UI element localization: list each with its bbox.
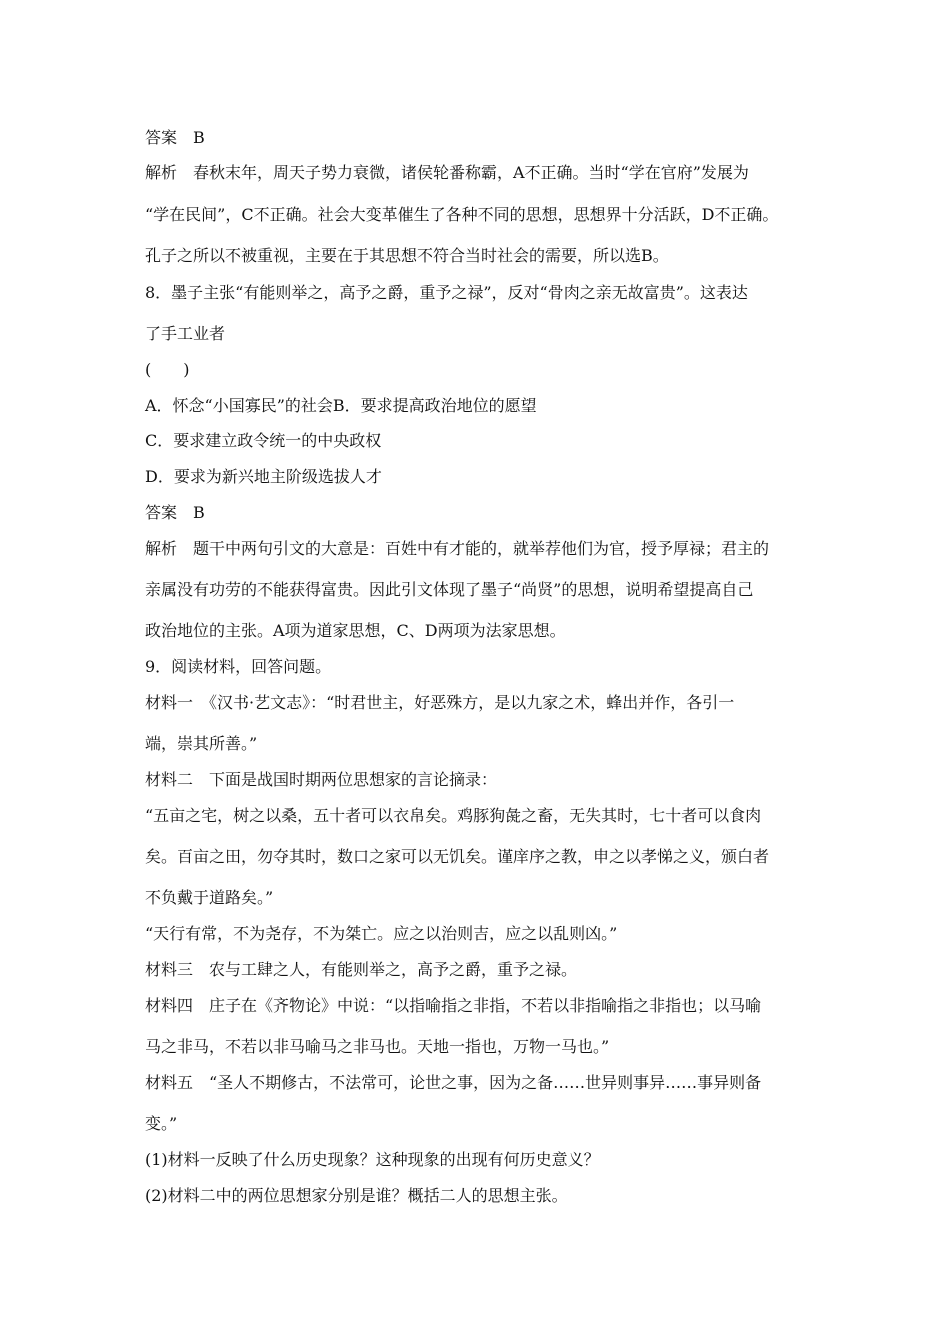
analysis-line-q7-3: 孔子之所以不被重视，主要在于其思想不符合当时社会的需要，所以选B。	[145, 246, 669, 265]
material-4-line-1: 材料四 庄子在《齐物论》中说：“以指喻指之非指，不若以非指喻指之非指也；以马喻	[145, 996, 762, 1015]
analysis-line-q7-2: “学在民间”，C不正确。社会大变革催生了各种不同的思想，思想界十分活跃，D不正确。	[145, 205, 779, 224]
material-5-line-2: 变。”	[145, 1114, 178, 1133]
analysis-line-q8-1: 解析 题干中两句引文的大意是：百姓中有才能的，就举荐他们为官，授予厚禄；君主的	[145, 539, 770, 558]
material-4-line-2: 马之非马，不若以非马喻马之非马也。天地一指也，万物一马也。”	[145, 1037, 610, 1056]
material-3: 材料三 农与工肆之人，有能则举之，高予之爵，重予之禄。	[145, 960, 578, 979]
material-2-intro: 材料二 下面是战国时期两位思想家的言论摘录：	[145, 770, 498, 789]
question-8-stem-2: 了手工业者	[145, 324, 226, 343]
question-9-stem: 9．阅读材料，回答问题。	[145, 657, 332, 676]
material-2-quote-1-line-1: “五亩之宅，树之以桑，五十者可以衣帛矣。鸡豚狗彘之畜，无失其时，七十者可以食肉	[145, 806, 762, 825]
analysis-line-q8-2: 亲属没有功劳的不能获得富贵。因此引文体现了墨子“尚贤”的思想，说明希望提高自己	[145, 580, 754, 599]
material-5-line-1: 材料五 “圣人不期修古，不法常可，论世之事，因为之备……世异则事异……事异则备	[145, 1073, 762, 1092]
material-1-line-1: 材料一 《汉书·艺文志》：“时君世主，好恶殊方，是以九家之术，蜂出并作，各引一	[145, 693, 735, 712]
sub-question-2: (2)材料二中的两位思想家分别是谁？概括二人的思想主张。	[145, 1186, 568, 1205]
question-8-option-a-b: A．怀念“小国寡民”的社会B．要求提高政治地位的愿望	[145, 396, 537, 415]
question-8-blank: ( )	[145, 360, 190, 379]
material-2-quote-2: “天行有常，不为尧存，不为桀亡。应之以治则吉，应之以乱则凶。”	[145, 924, 618, 943]
sub-question-1: (1)材料一反映了什么历史现象？这种现象的出现有何历史意义？	[145, 1150, 600, 1169]
question-8-option-c: C．要求建立政令统一的中央政权	[145, 431, 382, 450]
material-1-line-2: 端，崇其所善。”	[145, 734, 258, 753]
material-2-quote-1-line-2: 矣。百亩之田，勿夺其时，数口之家可以无饥矣。谨庠序之教，申之以孝悌之义，颁白者	[145, 847, 770, 866]
answer-line-q7: 答案 B	[145, 128, 205, 147]
answer-line-q8: 答案 B	[145, 503, 205, 522]
analysis-line-q8-3: 政治地位的主张。A项为道家思想，C、D两项为法家思想。	[145, 621, 566, 640]
question-8-option-d: D．要求为新兴地主阶级选拔人才	[145, 467, 382, 486]
question-8-stem-1: 8．墨子主张“有能则举之，高予之爵，重予之禄”，反对“骨肉之亲无故富贵”。这表达	[145, 283, 748, 302]
material-2-quote-1-line-3: 不负戴于道路矣。”	[145, 888, 274, 907]
analysis-line-q7-1: 解析 春秋末年，周天子势力衰微，诸侯轮番称霸，A不正确。当时“学在官府”发展为	[145, 163, 749, 182]
